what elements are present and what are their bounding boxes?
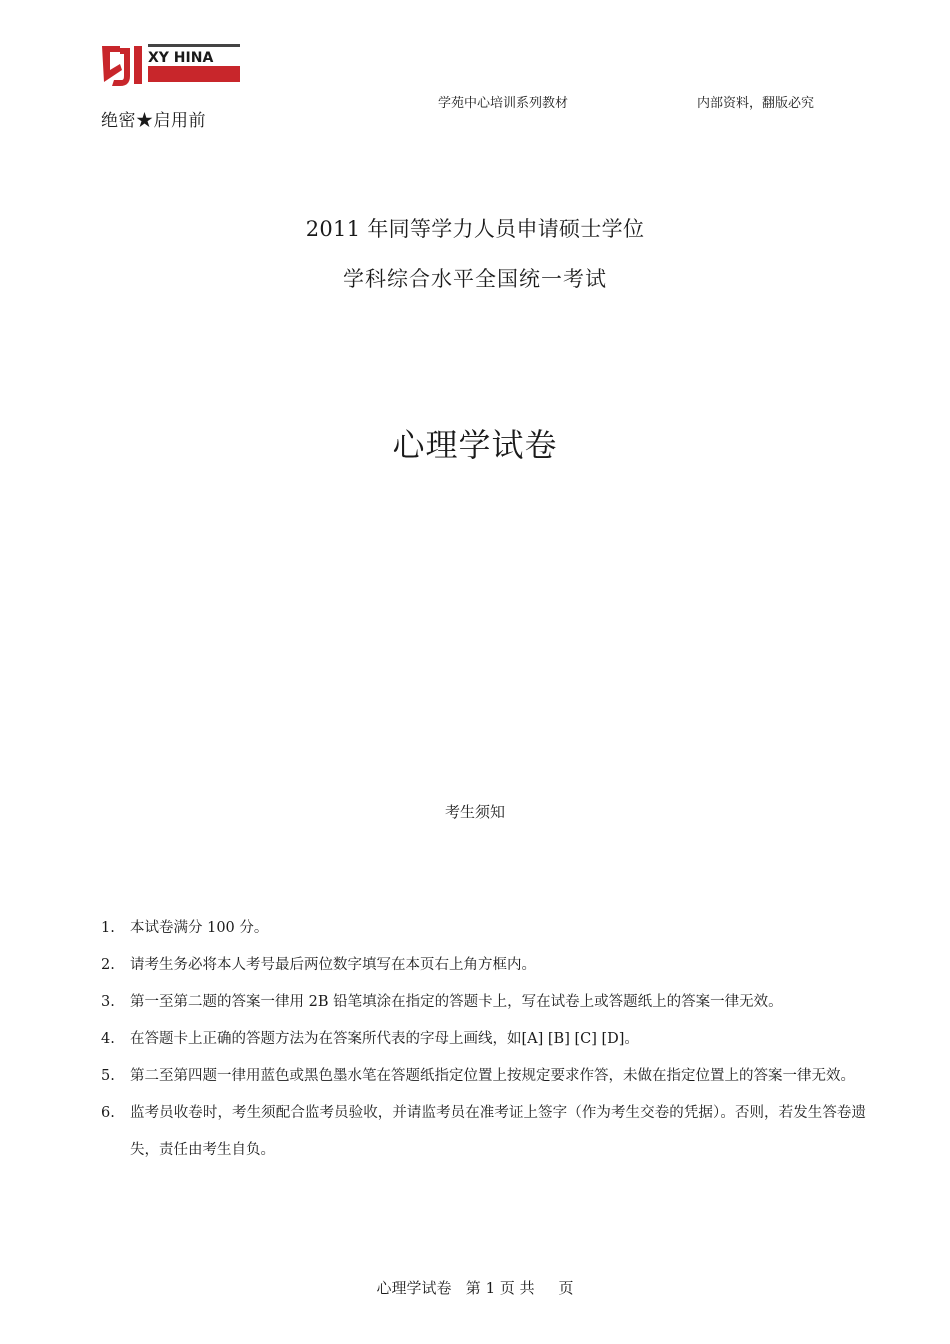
publisher-logo-icon <box>98 40 244 90</box>
notice-item-number: 3. <box>101 994 115 1010</box>
notice-item <box>101 1095 866 1169</box>
series-label: 学苑中心培训系列教材 <box>438 96 569 111</box>
exam-title-line1: 2011 年同等学力人员申请硕士学位 <box>305 217 645 241</box>
notice-item <box>101 1021 866 1058</box>
notice-item <box>101 947 866 984</box>
notice-item-text: 第一至第二题的答案一律用 2B 铅笔填涂在指定的答题卡上，写在试卷上或答题纸上的答案一律无效。 <box>130 994 783 1010</box>
notice-item-number: 5. <box>101 1068 115 1084</box>
internal-label: 内部资料，翻版必究 <box>697 96 815 111</box>
secret-label: 绝密★启用前 <box>101 111 206 131</box>
notice-item-text: 监考员收卷时，考生须配合监考员验收，并请监考员在准考证上签字（作为考生交卷的凭据）。否则，若发生答卷遗失，责任由考生自负。 <box>130 1105 866 1158</box>
paper-title: 心理学试卷 <box>392 426 558 464</box>
notice-item-number: 6. <box>101 1105 115 1121</box>
page-footer: 心理学试卷 第 1 页 共 页 <box>376 1279 574 1297</box>
notice-item <box>101 1058 866 1095</box>
notice-item <box>101 984 866 1021</box>
notice-item-number: 1. <box>101 920 115 936</box>
notice-item-text: 第二至第四题一律用蓝色或黑色墨水笔在答题纸指定位置上按规定要求作答，未做在指定位置上的答案一律无效。 <box>130 1068 855 1084</box>
logo-text: XY HINA <box>148 50 214 66</box>
exam-title-line2: 学科综合水平全国统一考试 <box>343 267 607 291</box>
notice-item-number: 2. <box>101 957 115 973</box>
notice-heading: 考生须知 <box>444 803 505 821</box>
publisher-logo <box>98 40 244 90</box>
notice-list <box>101 910 866 1169</box>
notice-item <box>101 910 866 947</box>
notice-item-number: 4. <box>101 1031 115 1047</box>
notice-item-text: 请考生务必将本人考号最后两位数字填写在本页右上角方框内。 <box>130 957 536 973</box>
notice-item-text: 在答题卡上正确的答题方法为在答案所代表的字母上画线，如[A] [B] [C] [D]。 <box>130 1031 639 1047</box>
notice-item-text: 本试卷满分 100 分。 <box>130 920 269 936</box>
